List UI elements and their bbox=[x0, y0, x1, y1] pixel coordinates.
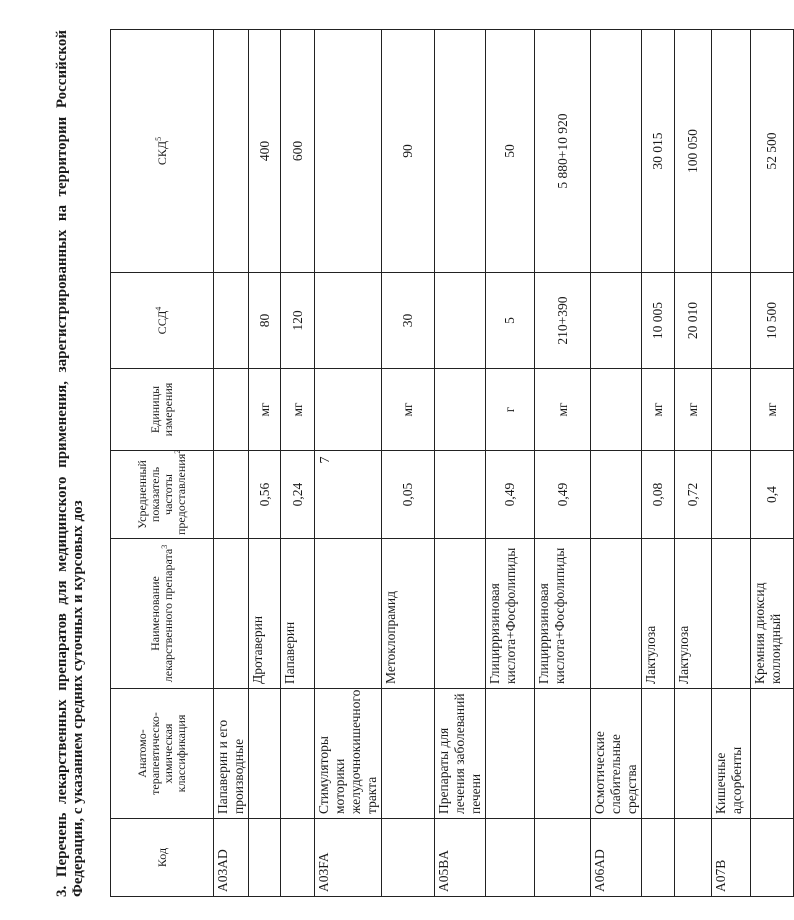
table-row bbox=[591, 30, 642, 897]
atc-cell bbox=[642, 689, 675, 819]
page-number: 7 bbox=[318, 456, 333, 464]
skd-cell: 400 bbox=[249, 30, 281, 273]
atc-cell: Препараты для лечения заболеваний печени bbox=[435, 689, 486, 819]
frequency-cell: 0,72 bbox=[675, 451, 712, 539]
atc-cell bbox=[281, 689, 315, 819]
units-cell bbox=[591, 369, 642, 451]
table-row bbox=[486, 30, 535, 897]
header-units: Единицы измерения bbox=[111, 369, 214, 451]
skd-cell: 50 bbox=[486, 30, 535, 273]
code-cell bbox=[535, 819, 591, 897]
rotated-document-sheet bbox=[8, 17, 783, 897]
skd-cell bbox=[712, 30, 751, 273]
atc-cell: Папаверин и его производные bbox=[214, 689, 249, 819]
drug-name-cell bbox=[214, 539, 249, 689]
drug-name-cell: Глицирризиновая кислота+Фосфолипиды bbox=[535, 539, 591, 689]
table-header-row bbox=[111, 30, 214, 897]
table-row bbox=[214, 30, 249, 897]
ssd-cell bbox=[214, 273, 249, 369]
drug-name-cell bbox=[435, 539, 486, 689]
ssd-cell: 5 bbox=[486, 273, 535, 369]
code-cell: A06AD bbox=[591, 819, 642, 897]
drug-name-cell bbox=[315, 539, 382, 689]
drug-name-cell: Дротаверин bbox=[249, 539, 281, 689]
atc-cell bbox=[249, 689, 281, 819]
drug-name-cell: Лактулоза bbox=[675, 539, 712, 689]
atc-cell bbox=[751, 689, 794, 819]
table-row bbox=[249, 30, 281, 897]
atc-cell: Стимуляторы моторики желудочнокишечного тракта bbox=[315, 689, 382, 819]
table-row bbox=[675, 30, 712, 897]
section-title: 3. Перечень лекарственных препаратов для медицинского применения, зарегистрированных на территории Российской Федерации, с указанием средних суточных и курсовых доз bbox=[54, 30, 86, 897]
ssd-cell: 30 bbox=[382, 273, 435, 369]
frequency-cell bbox=[435, 451, 486, 539]
units-cell: мг bbox=[249, 369, 281, 451]
table-row bbox=[712, 30, 751, 897]
code-cell bbox=[281, 819, 315, 897]
skd-cell: 100 050 bbox=[675, 30, 712, 273]
header-code: Код bbox=[111, 819, 214, 897]
units-cell bbox=[214, 369, 249, 451]
header-frequency: Усредненный показатель частоты предоставления$^2$ bbox=[111, 451, 214, 539]
units-cell: г bbox=[486, 369, 535, 451]
units-cell: мг bbox=[751, 369, 794, 451]
frequency-cell: 0,49 bbox=[535, 451, 591, 539]
skd-cell: 52 500 bbox=[751, 30, 794, 273]
ssd-cell: 20 010 bbox=[675, 273, 712, 369]
code-cell bbox=[382, 819, 435, 897]
units-cell bbox=[435, 369, 486, 451]
units-cell bbox=[315, 369, 382, 451]
code-cell bbox=[751, 819, 794, 897]
units-cell: мг bbox=[535, 369, 591, 451]
code-cell: A03FA bbox=[315, 819, 382, 897]
frequency-cell: 0,49 bbox=[486, 451, 535, 539]
code-cell bbox=[675, 819, 712, 897]
drug-name-cell: Глицирризиновая кислота+Фосфолипиды bbox=[486, 539, 535, 689]
atc-cell: Осмотические слабительные средства bbox=[591, 689, 642, 819]
ssd-cell: 80 bbox=[249, 273, 281, 369]
skd-cell bbox=[435, 30, 486, 273]
ssd-cell bbox=[315, 273, 382, 369]
code-cell bbox=[486, 819, 535, 897]
frequency-cell: 0,05 bbox=[382, 451, 435, 539]
frequency-cell: 0,56 bbox=[249, 451, 281, 539]
skd-cell: 5 880+10 920 bbox=[535, 30, 591, 273]
skd-cell bbox=[591, 30, 642, 273]
code-cell: A03AD bbox=[214, 819, 249, 897]
skd-cell: 90 bbox=[382, 30, 435, 273]
header-skd: СКД$^5$ bbox=[111, 30, 214, 273]
table-row bbox=[281, 30, 315, 897]
atc-cell bbox=[382, 689, 435, 819]
drug-name-cell: Кремния диоксид коллоидный bbox=[751, 539, 794, 689]
header-ssd: ССД$^4$ bbox=[111, 273, 214, 369]
skd-cell bbox=[214, 30, 249, 273]
drug-name-cell: Папаверин bbox=[281, 539, 315, 689]
frequency-cell bbox=[214, 451, 249, 539]
code-cell bbox=[249, 819, 281, 897]
drug-name-cell bbox=[712, 539, 751, 689]
drug-name-cell: Лактулоза bbox=[642, 539, 675, 689]
skd-cell: 600 bbox=[281, 30, 315, 273]
atc-cell bbox=[486, 689, 535, 819]
ssd-cell bbox=[591, 273, 642, 369]
units-cell: мг bbox=[675, 369, 712, 451]
units-cell: мг bbox=[382, 369, 435, 451]
atc-cell: Кишечные адсорбенты bbox=[712, 689, 751, 819]
drug-dosage-table bbox=[110, 29, 794, 897]
units-cell bbox=[712, 369, 751, 451]
table-row bbox=[751, 30, 794, 897]
ssd-cell: 210+390 bbox=[535, 273, 591, 369]
table-row bbox=[315, 30, 382, 897]
ssd-cell: 10 500 bbox=[751, 273, 794, 369]
frequency-cell: 0,4 bbox=[751, 451, 794, 539]
frequency-cell bbox=[591, 451, 642, 539]
header-drug-name: Наименование лекарственного препарата$^3$ bbox=[111, 539, 214, 689]
frequency-cell bbox=[712, 451, 751, 539]
atc-cell bbox=[535, 689, 591, 819]
table-row bbox=[382, 30, 435, 897]
ssd-cell: 120 bbox=[281, 273, 315, 369]
frequency-cell: 0,24 bbox=[281, 451, 315, 539]
code-cell: A07B bbox=[712, 819, 751, 897]
frequency-cell bbox=[315, 451, 382, 539]
units-cell: мг bbox=[281, 369, 315, 451]
table-row bbox=[535, 30, 591, 897]
units-cell: мг bbox=[642, 369, 675, 451]
ssd-cell: 10 005 bbox=[642, 273, 675, 369]
atc-cell bbox=[675, 689, 712, 819]
skd-cell bbox=[315, 30, 382, 273]
drug-name-cell bbox=[591, 539, 642, 689]
header-atc: Анатомо-терапевтическо-химическая классификация bbox=[111, 689, 214, 819]
ssd-cell bbox=[435, 273, 486, 369]
code-cell: A05BA bbox=[435, 819, 486, 897]
frequency-cell: 0,08 bbox=[642, 451, 675, 539]
ssd-cell bbox=[712, 273, 751, 369]
code-cell bbox=[642, 819, 675, 897]
drug-name-cell: Метоклопрамид bbox=[382, 539, 435, 689]
table-row bbox=[435, 30, 486, 897]
skd-cell: 30 015 bbox=[642, 30, 675, 273]
table-row bbox=[642, 30, 675, 897]
